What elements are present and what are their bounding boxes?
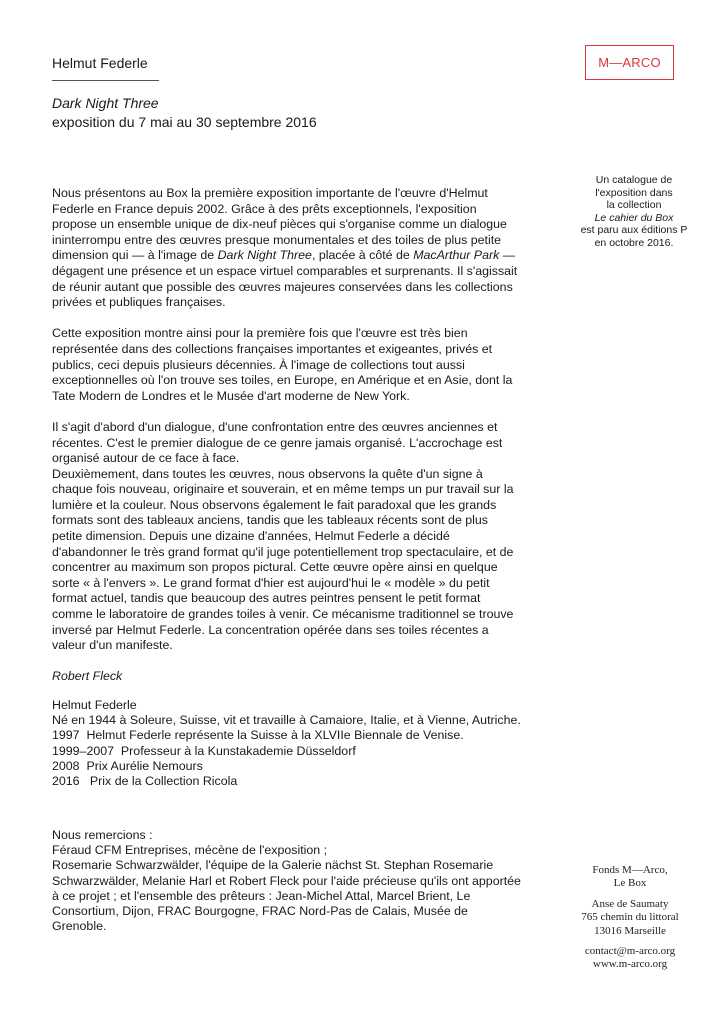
bio-text: Prix Aurélie Nemours [86, 758, 203, 773]
bio-entry [52, 759, 532, 774]
sidenote-line: Un catalogue de [595, 174, 673, 186]
bio-born: Né en 1944 à Soleure, Suisse, vit et travaille à Camaiore, Italie, et à Vienne, Autriche. [52, 713, 521, 728]
address-line: 765 chemin du littoral [581, 911, 679, 924]
bio-year: 2008 [52, 758, 87, 773]
contact-links [565, 945, 695, 972]
bio-text: Professeur à la Kunstakademie Düsseldorf [120, 743, 356, 758]
text-run: — dégagent une présence et un espace virtuel comparables et surprenants. Il s'agissait de réunir autant que possible des œuvres majeures conservées dans les collections privées et publiques françaises. [52, 248, 518, 310]
sidenote-line: l'exposition dans [595, 186, 673, 199]
bio-year: 1997 [52, 728, 87, 743]
website-link[interactable]: www.m-arco.org [592, 958, 668, 971]
bio-text: Prix de la Collection Ricola [89, 774, 238, 789]
thanks-sponsor: Féraud CFM Entreprises, mécène de l'exposition ; [52, 843, 328, 858]
exhibition-title-block [52, 94, 317, 132]
bio-entry [52, 774, 532, 789]
catalogue-title: Le cahier du Box [594, 211, 674, 224]
email-link[interactable]: contact@m-arco.org [584, 945, 676, 958]
org-line: Le Box [613, 877, 647, 890]
logo-text: M—ARCO [598, 55, 661, 70]
thanks-body: Rosemarie Schwarzwälder, l'équipe de la Galerie nächst St. Stephan Rosemarie Schwarzwälder, Melanie Harl et Robert Fleck pour l'aide précieuse qu'ils ont apportée à ce projet ; et l'ensemble des prêteurs : Jean-Michel Attal, Marcel Brient, Le Consortium, Dijon, FRAC Bourgogne, FRAC Nord-Pas de Calais, Musée de Grenoble. [52, 858, 521, 934]
exhibition-title: Dark Night Three [52, 95, 159, 111]
acknowledgements [52, 828, 522, 934]
thanks-heading: Nous remercions : [52, 828, 153, 842]
sidenote-line: en octobre 2016. [594, 236, 674, 249]
text-run: , placée à côté de [311, 248, 414, 263]
bio-year: 1999–2007 [52, 743, 121, 758]
m-arco-logo [585, 45, 674, 80]
catalogue-sidenote [560, 174, 708, 250]
exhibition-dates: exposition du 7 mai au 30 septembre 2016 [52, 114, 317, 130]
paragraph-collections: Cette exposition montre ainsi pour la première fois que l'œuvre est très bien représentée dans des collections françaises importantes et exigeantes, privés et publics, ceci depuis plusieurs décennies. À l'image de collections tout aussi exceptionnelles où l'on trouve ses toiles, en Europe, en Amérique et en Asie, dont la Tate Modern de Londres et le Musée d'art moderne de New York. [52, 326, 513, 403]
sidenote-line: est paru aux éditions P [580, 224, 688, 237]
paragraph-dialogue: Il s'agit d'abord d'un dialogue, d'une confrontation entre des œuvres anciennes et récentes. C'est le premier dialogue de ce genre jamais organisé. L'accrochage est organisé autour de ce face à face. [52, 419, 503, 466]
main-text [52, 186, 520, 701]
paragraph-intro [52, 186, 520, 311]
address-line: 13016 Marseille [594, 924, 666, 937]
text-run: Nous présentons au Box la première exposition importante de l'œuvre d'Helmut Federle en France depuis 2002. Grâce à des prêts exceptionnels, l'exposition propose un ensemble unique de dix-neuf pièces qui s'organise comme un dialogue ininterrompu entre des œuvres presque monumentales et des toiles de plus petite dimension qui — à l'image de [52, 186, 507, 263]
artwork-title: MacArthur Park [413, 248, 500, 263]
bio-name: Helmut Federle [52, 698, 137, 712]
org-name [565, 864, 695, 891]
paragraph-secondly: Deuxièmement, dans toutes les œuvres, nous observons la quête d'un signe à chaque fois nouveau, originaire et souverain, et en même temps un pur travail sur la lumière et la couleur. Nous observons également le fait paradoxal que les grands formats sont des tableaux anciens, tandis que les tableaux récents sont de plus petite dimension. Depuis une dizaine d'années, Helmut Federle a décidé d'abandonner le très grand format qu'il juge potentiellement trop spectaculaire, et de concentrer au maximum son propos pictural. Cette œuvre opère ainsi en quelque sorte « à l'envers ». Le grand format d'hier est aujourd'hui le « modèle » du petit format actuel, tandis que beaucoup des autres peintres pensent le petit format comme le laboratoire de grandes toiles à venir. Ce mécanisme traditionnel se trouve inversé par Helmut Federle. La concentration opérée dans ses toiles récentes a valeur d'un manifeste. [52, 466, 514, 653]
address-line: Anse de Saumaty [591, 897, 669, 910]
sidenote-line: la collection [606, 199, 662, 212]
postal-address [565, 898, 695, 938]
author-signature: Robert Fleck [52, 669, 123, 684]
artist-biography [52, 698, 532, 789]
contact-address [565, 864, 695, 972]
artist-name: Helmut Federle [52, 55, 148, 71]
bio-text: Helmut Federle représente la Suisse à la XLVIIe Biennale de Venise. [86, 728, 464, 743]
artwork-title: Dark Night Three [217, 248, 312, 263]
bio-year: 2016 [52, 774, 90, 789]
bio-entry [52, 744, 532, 759]
bio-entry [52, 728, 532, 743]
org-line: Fonds M—Arco, [592, 864, 668, 876]
header-divider [52, 80, 159, 81]
